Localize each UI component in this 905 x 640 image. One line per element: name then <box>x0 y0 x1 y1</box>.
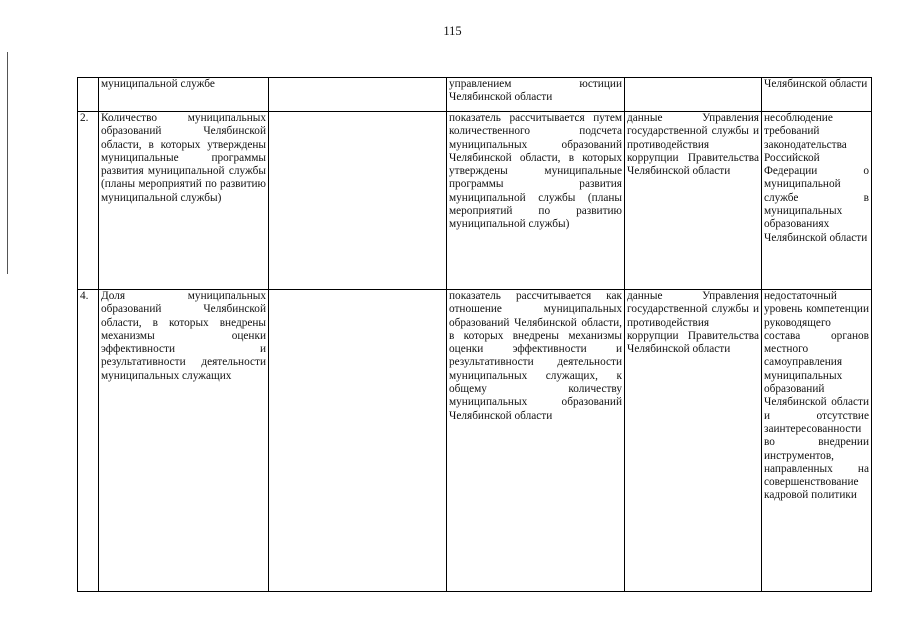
table-row <box>78 290 872 592</box>
indicator-cell: Количество муниципальных образований Челябинской области, в которых утверждены муниципальные программы развития муниципальной службы (планы мероприятий по развитию муниципальной службы) <box>99 112 269 290</box>
method-cell: показатель рассчитывается путем количественного подсчета муниципальных образований Челябинской области, в которых утверждены муниципальные программы развития муниципальной службы (планы мероприятий по развитию муниципальной службы) <box>447 112 625 290</box>
source-cell: данные Управления государственной службы и противодействия коррупции Правительства Челябинской области <box>625 290 762 592</box>
row-number <box>78 78 99 112</box>
indicators-table <box>77 77 872 592</box>
source-cell: данные Управления государственной службы и противодействия коррупции Правительства Челябинской области <box>625 112 762 290</box>
risk-cell: несоблюдение требований законодательства Российской Федерации о муниципальной службе в муниципальных образованиях Челябинской области <box>762 112 872 290</box>
indicator-cell: Доля муниципальных образований Челябинской области, в которых внедрены механизмы оценки эффективности и результативности деятельности муниципальных служащих <box>99 290 269 592</box>
table-row <box>78 78 872 112</box>
table-row <box>78 112 872 290</box>
page-number: 115 <box>443 24 462 38</box>
row-number: 2. <box>78 112 99 290</box>
row-number: 4. <box>78 290 99 592</box>
method-cell: управлением юстиции Челябинской области <box>447 78 625 112</box>
risk-cell: Челябинской области <box>762 78 872 112</box>
method-cell: показатель рассчитывается как отношение муниципальных образований Челябинской области, в которых внедрены механизмы оценки эффективности и результативности деятельности муниципальных служащих, к общему количеству муниципальных образований Челябинской области <box>447 290 625 592</box>
risk-cell: недостаточный уровень компетенции руководящего состава органов местного самоуправления муниципальных образований Челябинской области и отсутствие заинтересованности во внедрении инструментов, направленных на совершенствование кадровой политики <box>762 290 872 592</box>
empty-cell <box>269 112 447 290</box>
source-cell <box>625 78 762 112</box>
empty-cell <box>269 78 447 112</box>
indicator-cell: муниципальной службе <box>99 78 269 112</box>
margin-line <box>7 52 8 274</box>
empty-cell <box>269 290 447 592</box>
